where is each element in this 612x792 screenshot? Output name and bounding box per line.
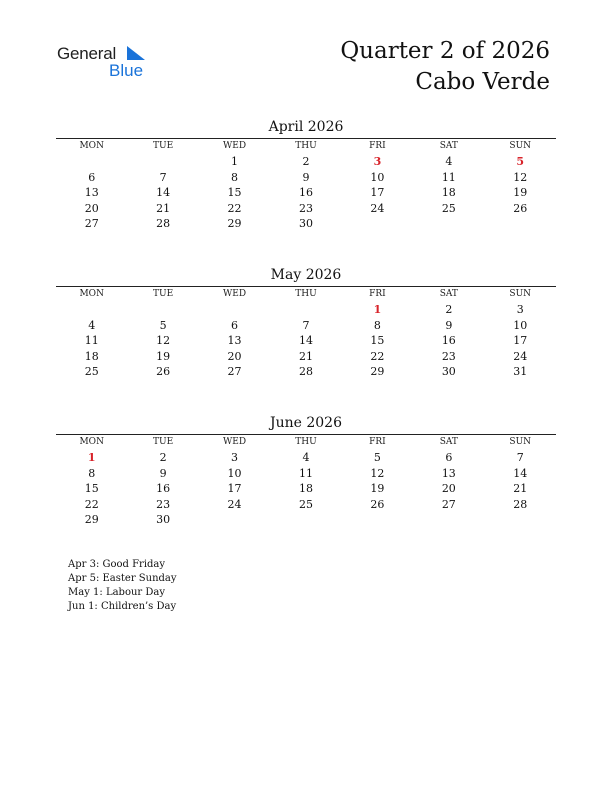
day-cell: 5 [159,318,167,332]
day-cell: 26 [370,497,385,511]
day-cell: 27 [441,497,456,511]
day-cell: 6 [231,318,239,332]
month-calendar [56,265,556,380]
day-cell: 4 [88,318,96,332]
weekday-header: THU [295,437,317,447]
day-cell: 1 [231,155,239,168]
empty-day-cell [270,302,341,318]
day-cell: 2 [302,155,310,168]
month-calendar [56,413,556,528]
day-cell: 13 [84,186,99,199]
day-cell: 7 [159,170,167,184]
weekday-header: SAT [439,141,458,151]
day-cell: 18 [441,186,456,199]
day-cell: 21 [513,482,528,495]
day-cell: 10 [513,318,528,332]
day-cell: 24 [227,497,242,511]
weekday-header: THU [295,289,317,299]
day-cell: 16 [298,186,313,199]
weekday-header: SUN [509,289,532,299]
day-cell: 9 [159,466,167,480]
day-cell: 16 [156,482,171,495]
empty-day-cell [413,512,484,528]
weekday-header: WED [223,437,247,447]
day-cell: 12 [513,170,528,184]
day-cell: 16 [441,334,456,347]
empty-day-cell [342,512,413,528]
day-cell: 26 [513,201,528,215]
day-cell: 4 [302,451,310,464]
day-cell: 14 [513,466,528,480]
day-cell: 17 [370,186,385,199]
day-cell: 30 [156,513,171,526]
day-cell: 11 [84,334,99,347]
weekday-header: MON [79,289,104,299]
day-cell: 29 [227,217,242,230]
weekday-header: MON [79,437,104,447]
day-cell: 25 [84,365,99,378]
day-cell: 8 [231,170,239,184]
empty-day-cell [485,512,556,528]
month-title: April 2026 [268,119,344,135]
month-grid [56,139,556,232]
day-cell: 22 [227,201,242,215]
title-country: Cabo Verde [415,69,550,95]
day-cell: 9 [445,318,453,332]
holiday-note: Apr 3: Good Friday [68,559,166,570]
weekday-header: THU [295,141,317,151]
holiday-notes [68,558,177,614]
holiday-note: Apr 5: Easter Sunday [68,573,177,584]
day-cell: 28 [298,365,313,378]
page-title [340,36,550,98]
weekday-header: SUN [509,437,532,447]
empty-day-cell [270,512,341,528]
weekday-header: TUE [153,437,174,447]
day-cell: 8 [373,318,381,332]
day-cell: 21 [156,201,171,215]
day-cell: 19 [156,349,171,363]
day-cell: 13 [441,466,456,480]
day-cell: 28 [513,497,528,511]
day-cell: 29 [84,513,99,526]
holiday-day-cell: 5 [516,155,525,168]
weekday-header: TUE [153,141,174,151]
weekday-header: WED [223,289,247,299]
day-cell: 14 [298,334,313,347]
day-cell: 24 [513,349,528,363]
day-cell: 29 [370,365,385,378]
day-cell: 4 [445,155,453,168]
day-cell: 7 [516,451,524,464]
day-cell: 9 [302,170,310,184]
day-cell: 14 [156,186,171,199]
weekday-header: MON [79,141,104,151]
day-cell: 11 [298,466,313,480]
day-cell: 18 [298,482,313,495]
empty-day-cell [127,302,198,318]
empty-day-cell [199,302,270,318]
day-cell: 17 [513,334,528,347]
day-cell: 19 [370,482,385,495]
day-cell: 23 [441,349,456,363]
day-cell: 23 [156,497,171,511]
day-cell: 20 [441,482,456,495]
weekday-header: SAT [439,289,458,299]
holiday-note: May 1: Labour Day [68,587,165,598]
day-cell: 8 [88,466,96,480]
day-cell: 20 [227,349,242,363]
holiday-note: Jun 1: Children’s Day [68,601,177,612]
day-cell: 7 [302,318,310,332]
day-cell: 6 [445,451,453,464]
day-cell: 6 [88,170,96,184]
month-calendar [56,117,556,232]
logo-word-general: General [57,44,117,63]
day-cell: 11 [441,170,456,184]
weekday-header: FRI [369,289,386,299]
logo-word-blue: Blue [109,61,144,80]
day-cell: 12 [370,466,385,480]
day-cell: 20 [84,201,99,215]
day-cell: 22 [370,349,385,363]
empty-day-cell [485,216,556,232]
weekday-header: TUE [153,289,174,299]
empty-day-cell [199,512,270,528]
day-cell: 24 [370,201,385,215]
weekday-header: SAT [439,437,458,447]
day-cell: 31 [513,365,528,378]
day-cell: 18 [84,349,99,363]
day-cell: 27 [84,217,99,230]
day-cell: 3 [516,303,524,316]
empty-day-cell [413,216,484,232]
day-cell: 10 [370,170,385,184]
day-cell: 15 [370,334,385,347]
day-cell: 30 [298,217,313,230]
day-cell: 19 [513,186,528,199]
holiday-day-cell: 1 [87,451,96,464]
day-cell: 2 [159,451,167,464]
day-cell: 15 [84,482,99,495]
day-cell: 13 [227,334,242,347]
weekday-header: WED [223,141,247,151]
day-cell: 30 [441,365,456,378]
day-cell: 2 [445,303,453,316]
weekday-header: FRI [369,437,386,447]
day-cell: 15 [227,186,242,199]
day-cell: 25 [441,201,456,215]
empty-day-cell [127,154,198,170]
title-quarter: Quarter 2 of 2026 [340,38,550,64]
empty-day-cell [56,302,127,318]
logo-triangle-icon [125,46,147,62]
weekday-header: SUN [509,141,532,151]
day-cell: 12 [156,334,171,347]
empty-day-cell [342,216,413,232]
day-cell: 27 [227,365,242,378]
day-cell: 17 [227,482,242,495]
day-cell: 3 [231,451,239,464]
month-grid [56,435,556,528]
day-cell: 26 [156,365,171,378]
day-cell: 25 [298,497,313,511]
empty-day-cell [56,154,127,170]
generalblue-logo [57,44,157,80]
holiday-day-cell: 1 [373,303,382,316]
month-title: May 2026 [270,267,342,283]
holiday-day-cell: 3 [373,155,382,168]
day-cell: 21 [298,349,313,363]
day-cell: 23 [298,201,313,215]
month-title: June 2026 [269,415,342,431]
day-cell: 22 [84,497,99,511]
month-grid [56,287,556,380]
day-cell: 28 [156,217,171,230]
day-cell: 5 [373,451,381,464]
day-cell: 10 [227,466,242,480]
weekday-header: FRI [369,141,386,151]
